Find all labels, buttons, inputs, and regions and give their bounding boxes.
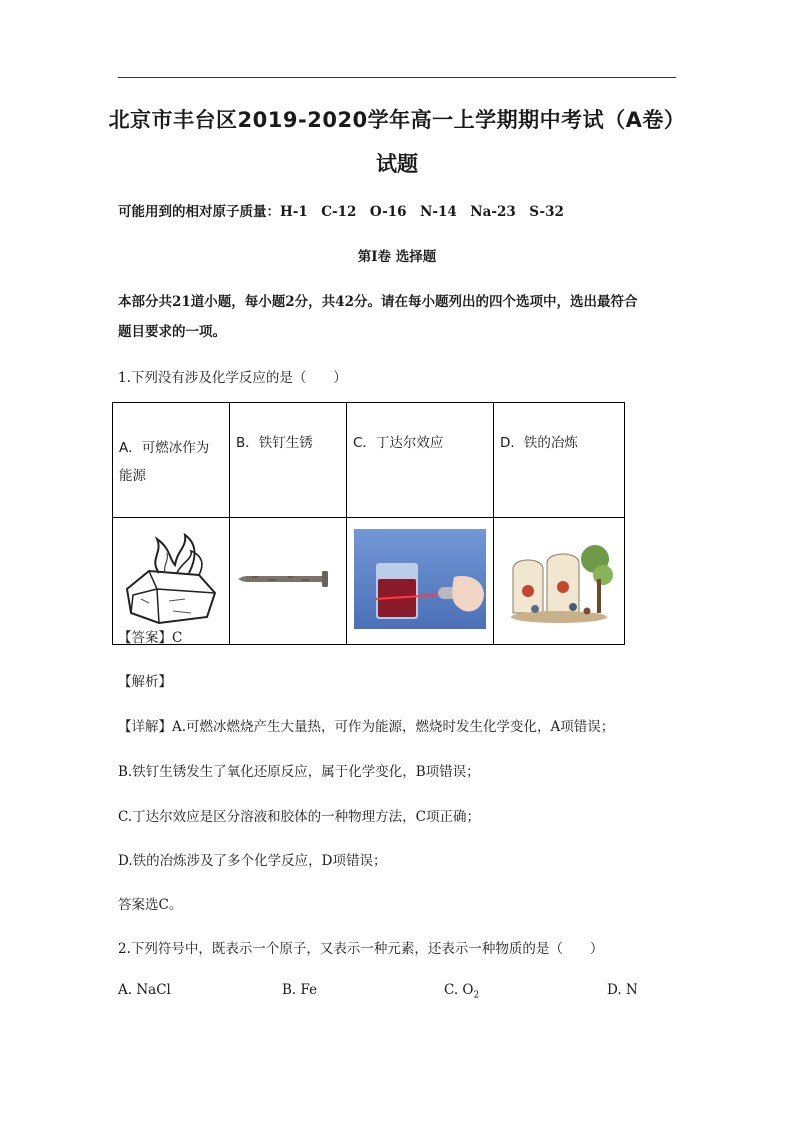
q2-option-b: B. Fe <box>282 982 318 998</box>
q2-option-c-prefix: C. O <box>444 982 474 998</box>
iron-smelting-illustration <box>503 529 615 629</box>
atomic-masses: 可能用到的相对原子质量：H-1 C-12 O-16 N-14 Na-23 S-32 <box>118 204 564 220</box>
q2-option-c-subscript: 2 <box>473 990 480 1001</box>
q1-option-a-line2: 能源 <box>119 468 146 484</box>
q2-option-c <box>444 982 479 1001</box>
q1-explanation-a: 【详解】A.可燃冰燃烧产生大量热，可作为能源，燃烧时发生化学变化，A项错误； <box>118 719 615 735</box>
q2-option-d: D. N <box>607 982 638 998</box>
q1-option-a-line1: A．可燃冰作为 <box>119 440 210 456</box>
q2-stem: 2.下列符号中，既表示一个原子，又表示一种元素，还表示一种物质的是（ ） <box>118 941 604 957</box>
q1-option-b-label: B．铁钉生锈 <box>236 435 313 451</box>
q1-explanation-d: D.铁的冶炼涉及了多个化学反应，D项错误； <box>118 853 387 869</box>
q1-option-a <box>113 403 230 518</box>
rusty-nail-photo <box>238 559 338 599</box>
q1-explanation-conclusion: 答案选C。 <box>118 897 183 913</box>
q1-analysis-heading: 【解析】 <box>118 674 172 690</box>
instructions-line2: 题目要求的一项。 <box>118 324 226 340</box>
q1-explanation-c: C.丁达尔效应是区分溶液和胶体的一种物理方法，C项正确； <box>118 809 480 825</box>
q1-stem: 1.下列没有涉及化学反应的是（ ） <box>118 370 347 386</box>
q1-option-c-label: C．丁达尔效应 <box>353 435 444 451</box>
q1-answer: 【答案】C <box>118 630 183 646</box>
header-rule <box>118 77 676 78</box>
instructions-line1: 本部分共21道小题，每小题2分，共42分。请在每小题列出的四个选项中，选出最符合 <box>118 294 638 310</box>
tyndall-effect-photo <box>354 529 486 629</box>
q1-explanation-b: B.铁钉生锈发生了氧化还原反应，属于化学变化，B项错误； <box>118 764 480 780</box>
section-title: 第Ⅰ卷 选择题 <box>357 249 437 265</box>
q1-option-d <box>494 403 625 518</box>
q1-image-b <box>230 518 347 645</box>
q1-options-table <box>112 402 625 645</box>
page-title-line2: 试题 <box>376 152 418 176</box>
q1-image-d <box>494 518 625 645</box>
q1-option-c <box>347 403 494 518</box>
q1-option-d-label: D．铁的冶炼 <box>500 435 578 451</box>
q1-image-c <box>347 518 494 645</box>
burning-ice-illustration <box>119 529 223 629</box>
page-title: 北京市丰台区2019-2020学年高一上学期期中考试（A卷） <box>108 108 686 132</box>
q1-option-b <box>230 403 347 518</box>
q2-option-a: A. NaCl <box>118 982 171 998</box>
